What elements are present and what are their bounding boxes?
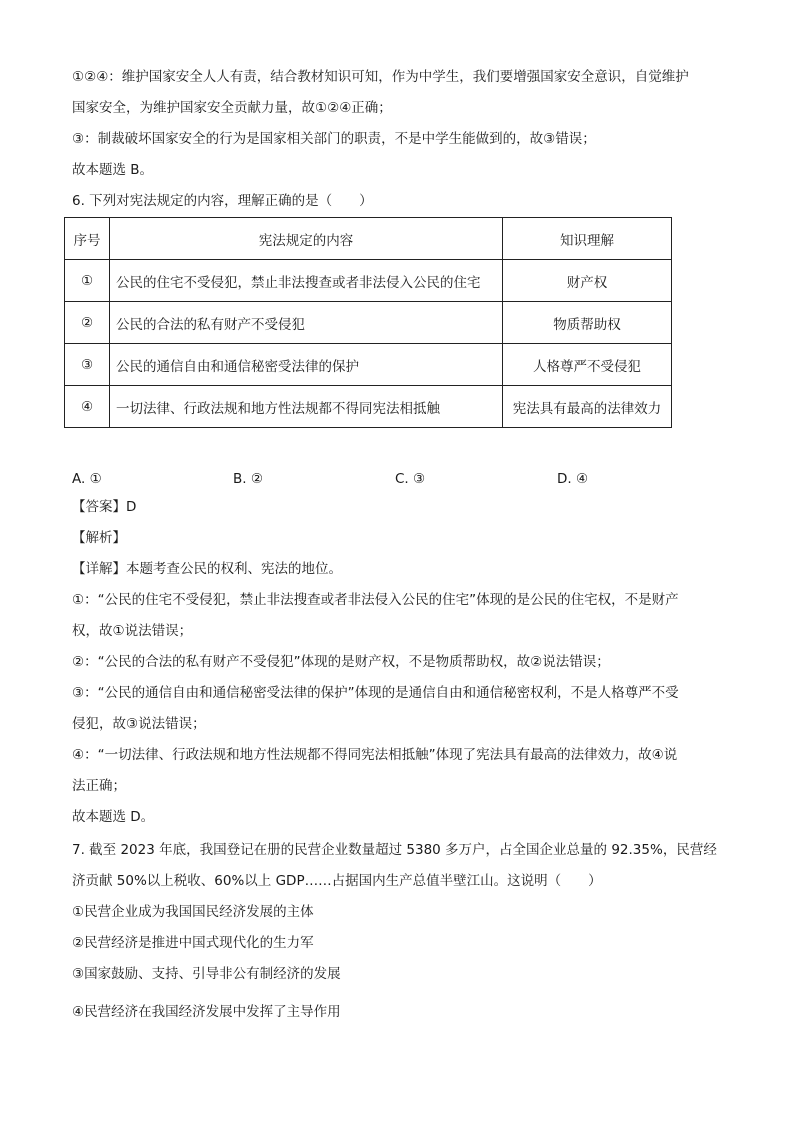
analysis-line: ③：“公民的通信自由和通信秘密受法律的保护”体现的是通信自由和通信秘密权利，不是人格尊严不受 xyxy=(72,685,679,701)
analysis-line: 权，故①说法错误； xyxy=(72,623,193,639)
question-6-stem: 6. 下列对宪法规定的内容，理解正确的是（ ） xyxy=(72,193,373,209)
prev-analysis-line-2: 国家安全，为维护国家安全贡献力量，故①②④正确； xyxy=(72,100,392,116)
question-7-item: ④民营经济在我国经济发展中发挥了主导作用 xyxy=(72,1004,341,1020)
table-row xyxy=(65,344,672,386)
table-row xyxy=(65,260,672,302)
question-7-item: ①民营企业成为我国国民经济发展的主体 xyxy=(72,904,314,920)
analysis-line: ④：“一切法律、行政法规和地方性法规都不得同宪法相抵触”体现了宪法具有最高的法律效力，故④说 xyxy=(72,747,678,763)
table-row xyxy=(65,302,672,344)
table-cell-content: 公民的通信自由和通信秘密受法律的保护 xyxy=(110,344,503,386)
option-d: D. ④ xyxy=(557,471,589,487)
prev-answer-line: 故本题选 B。 xyxy=(72,162,154,178)
option-b: B. ② xyxy=(233,471,263,487)
question-7-stem-line-1: 7. 截至 2023 年底，我国登记在册的民营企业数量超过 5380 多万户，占全国企业总量的 92.35%，民营经 xyxy=(72,842,717,858)
table-cell-understanding: 人格尊严不受侵犯 xyxy=(503,344,672,386)
table-cell-number: ③ xyxy=(65,344,110,386)
table-cell-understanding: 宪法具有最高的法律效力 xyxy=(503,386,672,428)
table-cell-number: ② xyxy=(65,302,110,344)
table-header-cell: 宪法规定的内容 xyxy=(110,218,503,260)
table-cell-understanding: 财产权 xyxy=(503,260,672,302)
question-6-table xyxy=(64,217,672,428)
prev-analysis-line-1: ①②④：维护国家安全人人有责，结合教材知识可知，作为中学生，我们要增强国家安全意识，自觉维护 xyxy=(72,69,689,85)
table-row xyxy=(65,386,672,428)
table-header-row xyxy=(65,218,672,260)
prev-analysis-line-3: ③：制裁破坏国家安全的行为是国家相关部门的职责，不是中学生能做到的，故③错误； xyxy=(72,131,596,147)
analysis-line: ②：“公民的合法的私有财产不受侵犯”体现的是财产权，不是物质帮助权，故②说法错误； xyxy=(72,654,610,670)
table-cell-content: 公民的住宅不受侵犯，禁止非法搜查或者非法侵入公民的住宅 xyxy=(110,260,503,302)
detail-intro: 【详解】本题考查公民的权利、宪法的地位。 xyxy=(72,561,342,577)
table-cell-number: ① xyxy=(65,260,110,302)
answer-label: 【答案】D xyxy=(72,499,137,515)
table-cell-content: 一切法律、行政法规和地方性法规都不得同宪法相抵触 xyxy=(110,386,503,428)
analysis-line: 故本题选 D。 xyxy=(72,809,155,825)
table-cell-content: 公民的合法的私有财产不受侵犯 xyxy=(110,302,503,344)
analysis-line: 法正确； xyxy=(72,778,126,794)
question-7-item: ②民营经济是推进中国式现代化的生力军 xyxy=(72,935,314,951)
table-header-cell: 序号 xyxy=(65,218,110,260)
option-a: A. ① xyxy=(72,471,102,487)
analysis-label: 【解析】 xyxy=(72,530,126,546)
analysis-line: 侵犯，故③说法错误； xyxy=(72,716,206,732)
table-cell-understanding: 物质帮助权 xyxy=(503,302,672,344)
table-header-cell: 知识理解 xyxy=(503,218,672,260)
question-7-item: ③国家鼓励、支持、引导非公有制经济的发展 xyxy=(72,966,341,982)
question-7-stem-line-2: 济贡献 50%以上税收、60%以上 GDP……占据国内生产总值半壁江山。这说明（ ） xyxy=(72,873,602,889)
option-c: C. ③ xyxy=(395,471,426,487)
table-cell-number: ④ xyxy=(65,386,110,428)
analysis-line: ①：“公民的住宅不受侵犯，禁止非法搜查或者非法侵入公民的住宅”体现的是公民的住宅权，不是财产 xyxy=(72,592,679,608)
